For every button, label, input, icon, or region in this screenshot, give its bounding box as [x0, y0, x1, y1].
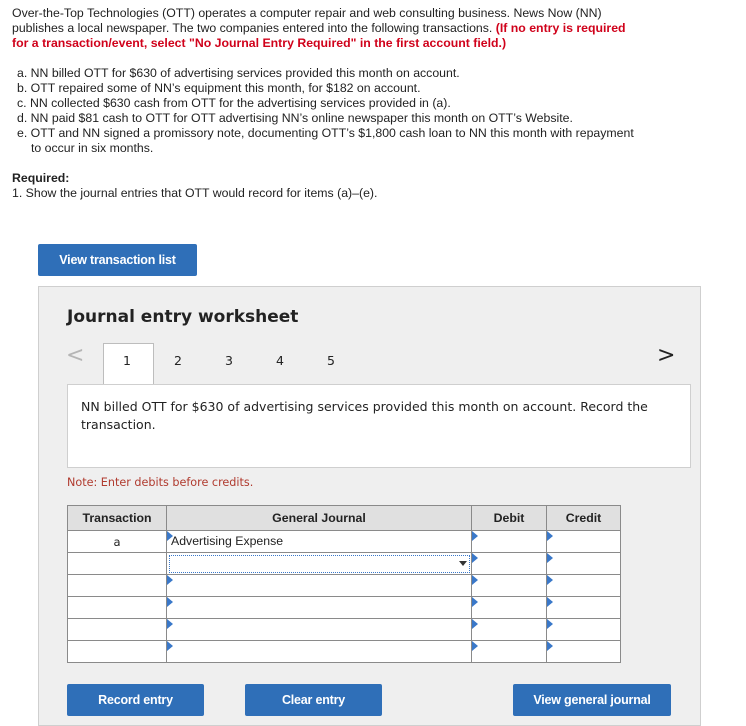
input-marker-icon	[547, 531, 553, 541]
view-general-journal-button[interactable]: View general journal	[513, 684, 671, 716]
transaction-cell	[68, 575, 167, 597]
tab-2[interactable]: 2	[174, 353, 182, 368]
debit-input[interactable]	[472, 641, 547, 663]
input-marker-icon	[472, 553, 478, 563]
credit-input[interactable]	[547, 575, 621, 597]
transaction-description: NN billed OTT for $630 of advertising services provided this month on account. Record the transaction.	[81, 399, 648, 432]
record-entry-button[interactable]: Record entry	[67, 684, 204, 716]
transaction-cell	[68, 619, 167, 641]
dropdown-arrow-icon[interactable]	[459, 561, 467, 566]
debit-input[interactable]	[472, 597, 547, 619]
table-row	[68, 641, 621, 663]
view-transaction-list-button[interactable]: View transaction list	[38, 244, 197, 276]
tab-1[interactable]: 1	[123, 353, 131, 368]
transaction-cell	[68, 553, 167, 575]
header-credit: Credit	[547, 506, 621, 531]
tab-4[interactable]: 4	[276, 353, 284, 368]
input-marker-icon	[547, 619, 553, 629]
transaction-cell	[68, 641, 167, 663]
tab-5[interactable]: 5	[327, 353, 335, 368]
credit-input[interactable]	[547, 619, 621, 641]
input-marker-icon	[472, 597, 478, 607]
debit-input[interactable]	[472, 553, 547, 575]
header-general-journal: General Journal	[167, 506, 472, 531]
input-marker-icon	[167, 641, 173, 651]
credit-input[interactable]	[547, 531, 621, 553]
transaction-cell: a	[68, 531, 167, 553]
account-cell[interactable]	[167, 619, 472, 641]
note-text: Note: Enter debits before credits.	[67, 476, 254, 489]
problem-intro	[12, 6, 637, 51]
input-marker-icon	[472, 619, 478, 629]
credit-input[interactable]	[547, 553, 621, 575]
intro-warning: (If no entry is required for a transaction/event, select "No Journal Entry Required" in the first account field.)	[12, 21, 626, 50]
account-cell[interactable]	[167, 597, 472, 619]
worksheet-title: Journal entry worksheet	[67, 307, 299, 327]
input-marker-icon	[472, 531, 478, 541]
transaction-item: d. NN paid $81 cash to OTT for OTT advertising NN’s online newspaper this month on OTT’s Website.	[17, 111, 573, 125]
prev-arrow-icon[interactable]: <	[66, 343, 85, 368]
required-heading: Required:	[12, 171, 70, 185]
tab-3[interactable]: 3	[225, 353, 233, 368]
table-row	[68, 531, 621, 553]
account-select[interactable]	[167, 553, 472, 575]
transaction-item: e. OTT and NN signed a promissory note, documenting OTT’s $1,800 cash loan to NN this month with repayment to occur in six months.	[17, 126, 634, 155]
header-transaction: Transaction	[68, 506, 167, 531]
transaction-cell	[68, 597, 167, 619]
required-section	[12, 171, 377, 201]
input-marker-icon	[167, 575, 173, 585]
account-cell[interactable]	[167, 575, 472, 597]
account-cell[interactable]	[167, 531, 472, 553]
input-marker-icon	[167, 597, 173, 607]
transaction-item: b. OTT repaired some of NN’s equipment this month, for $182 on account.	[17, 81, 421, 95]
input-marker-icon	[547, 553, 553, 563]
input-marker-icon	[472, 575, 478, 585]
table-row	[68, 553, 621, 575]
header-debit: Debit	[472, 506, 547, 531]
debit-input[interactable]	[472, 619, 547, 641]
input-marker-icon	[167, 619, 173, 629]
table-row	[68, 575, 621, 597]
intro-text: Over-the-Top Technologies (OTT) operates a computer repair and web consulting business. News Now (NN) publishes a local newspaper. The two companies entered into the following transactions.	[12, 6, 602, 35]
credit-input[interactable]	[547, 641, 621, 663]
debit-input[interactable]	[472, 531, 547, 553]
clear-entry-button[interactable]: Clear entry	[245, 684, 382, 716]
table-row	[68, 597, 621, 619]
next-arrow-icon[interactable]: >	[657, 343, 676, 368]
input-marker-icon	[547, 597, 553, 607]
credit-input[interactable]	[547, 597, 621, 619]
transaction-items	[17, 66, 637, 156]
journal-table	[67, 505, 621, 663]
table-row	[68, 619, 621, 641]
account-cell[interactable]	[167, 641, 472, 663]
input-marker-icon	[472, 641, 478, 651]
debit-input[interactable]	[472, 575, 547, 597]
transaction-item: c. NN collected $630 cash from OTT for the advertising services provided in (a).	[17, 96, 451, 110]
input-marker-icon	[547, 575, 553, 585]
input-marker-icon	[547, 641, 553, 651]
account-value: Advertising Expense	[171, 534, 284, 548]
transaction-item: a. NN billed OTT for $630 of advertising services provided this month on account.	[17, 66, 460, 80]
required-task: 1. Show the journal entries that OTT would record for items (a)–(e).	[12, 186, 378, 200]
